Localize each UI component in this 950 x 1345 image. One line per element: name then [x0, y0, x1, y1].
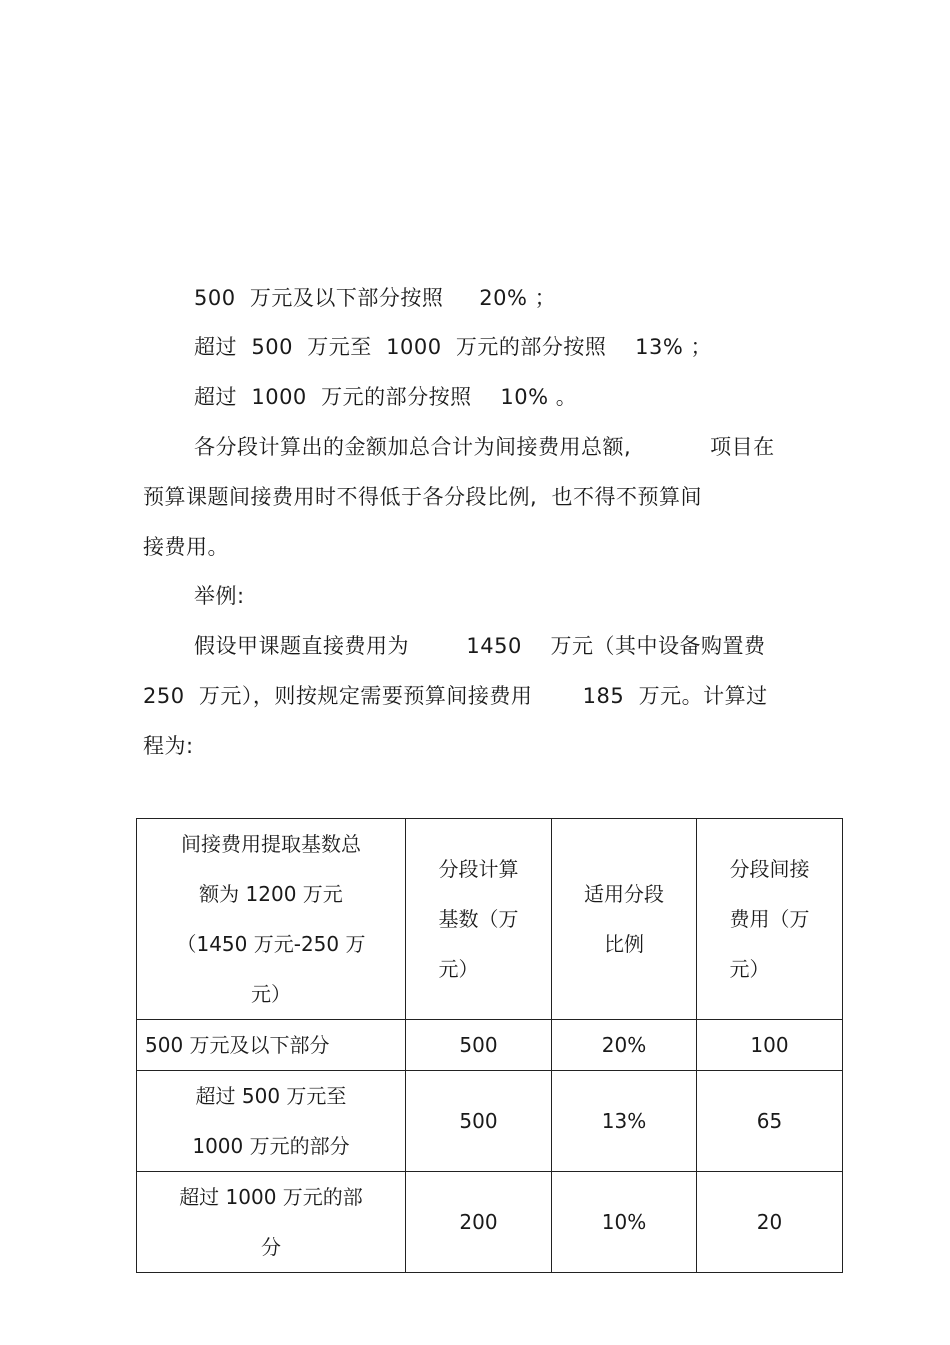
row-base-cell — [406, 1071, 552, 1172]
header-cell-rate — [552, 819, 697, 1020]
cell-text: 13% — [601, 1109, 647, 1133]
table-row — [137, 1172, 843, 1273]
header-cell-base-total — [137, 819, 406, 1020]
paragraph-summary-line-1: 各分段计算出的金额加总合计为间接费用总额, 项目在 — [194, 435, 775, 459]
row-label-cell — [137, 1172, 406, 1273]
row-base-cell — [406, 1020, 552, 1071]
paragraph-summary-line-2: 预算课题间接费用时不得低于各分段比例, 也不得不预算间 — [143, 485, 703, 509]
paragraph-rate-over-1000: 超过 1000 万元的部分按照 10% 。 — [194, 385, 578, 409]
paragraph-example-line-3: 程为: — [143, 734, 194, 758]
paragraph-rate-500: 500 万元及以下部分按照 20% ； — [194, 286, 557, 310]
cell-text: 500 万元及以下部分 — [145, 1033, 330, 1057]
cell-text: 200 — [459, 1210, 498, 1234]
cell-text: 20% — [601, 1033, 647, 1057]
row-fee-cell — [697, 1071, 843, 1172]
row-label-cell — [137, 1020, 406, 1071]
header-text: 适用分段 比例 — [584, 882, 664, 956]
row-rate-cell — [552, 1020, 697, 1071]
paragraph-example-label: 举例: — [194, 584, 245, 608]
cell-text: 500 — [459, 1109, 498, 1133]
cell-text: 20 — [756, 1210, 783, 1234]
header-cell-segment-fee — [697, 819, 843, 1020]
paragraph-example-line-2: 250 万元），则按规定需要预算间接费用 185 万元。计算过 — [143, 684, 768, 708]
header-text: 间接费用提取基数总 额为 1200 万元 （1450 万元-250 万 元） — [176, 832, 366, 1006]
row-base-cell — [406, 1172, 552, 1273]
header-text: 分段间接 费用（万 元） — [729, 857, 810, 981]
row-fee-cell — [697, 1172, 843, 1273]
header-cell-segment-base — [406, 819, 552, 1020]
cell-text: 10% — [601, 1210, 647, 1234]
header-text: 分段计算 基数（万 元） — [438, 857, 519, 981]
table-row — [137, 1071, 843, 1172]
table-header-row — [137, 819, 843, 1020]
indirect-fee-table — [136, 818, 843, 1273]
row-rate-cell — [552, 1071, 697, 1172]
paragraph-summary-line-3: 接费用。 — [143, 535, 229, 559]
row-label-cell — [137, 1071, 406, 1172]
cell-text: 超过 500 万元至 1000 万元的部分 — [192, 1084, 350, 1158]
row-rate-cell — [552, 1172, 697, 1273]
paragraph-rate-500-1000: 超过 500 万元至 1000 万元的部分按照 13% ； — [194, 335, 712, 359]
cell-text: 500 — [459, 1033, 498, 1057]
paragraph-example-line-1: 假设甲课题直接费用为 1450 万元（其中设备购置费 — [194, 634, 766, 658]
table-row — [137, 1020, 843, 1071]
cell-text: 超过 1000 万元的部 分 — [179, 1185, 363, 1259]
cell-text: 100 — [750, 1033, 789, 1057]
cell-text: 65 — [756, 1109, 783, 1133]
row-fee-cell — [697, 1020, 843, 1071]
